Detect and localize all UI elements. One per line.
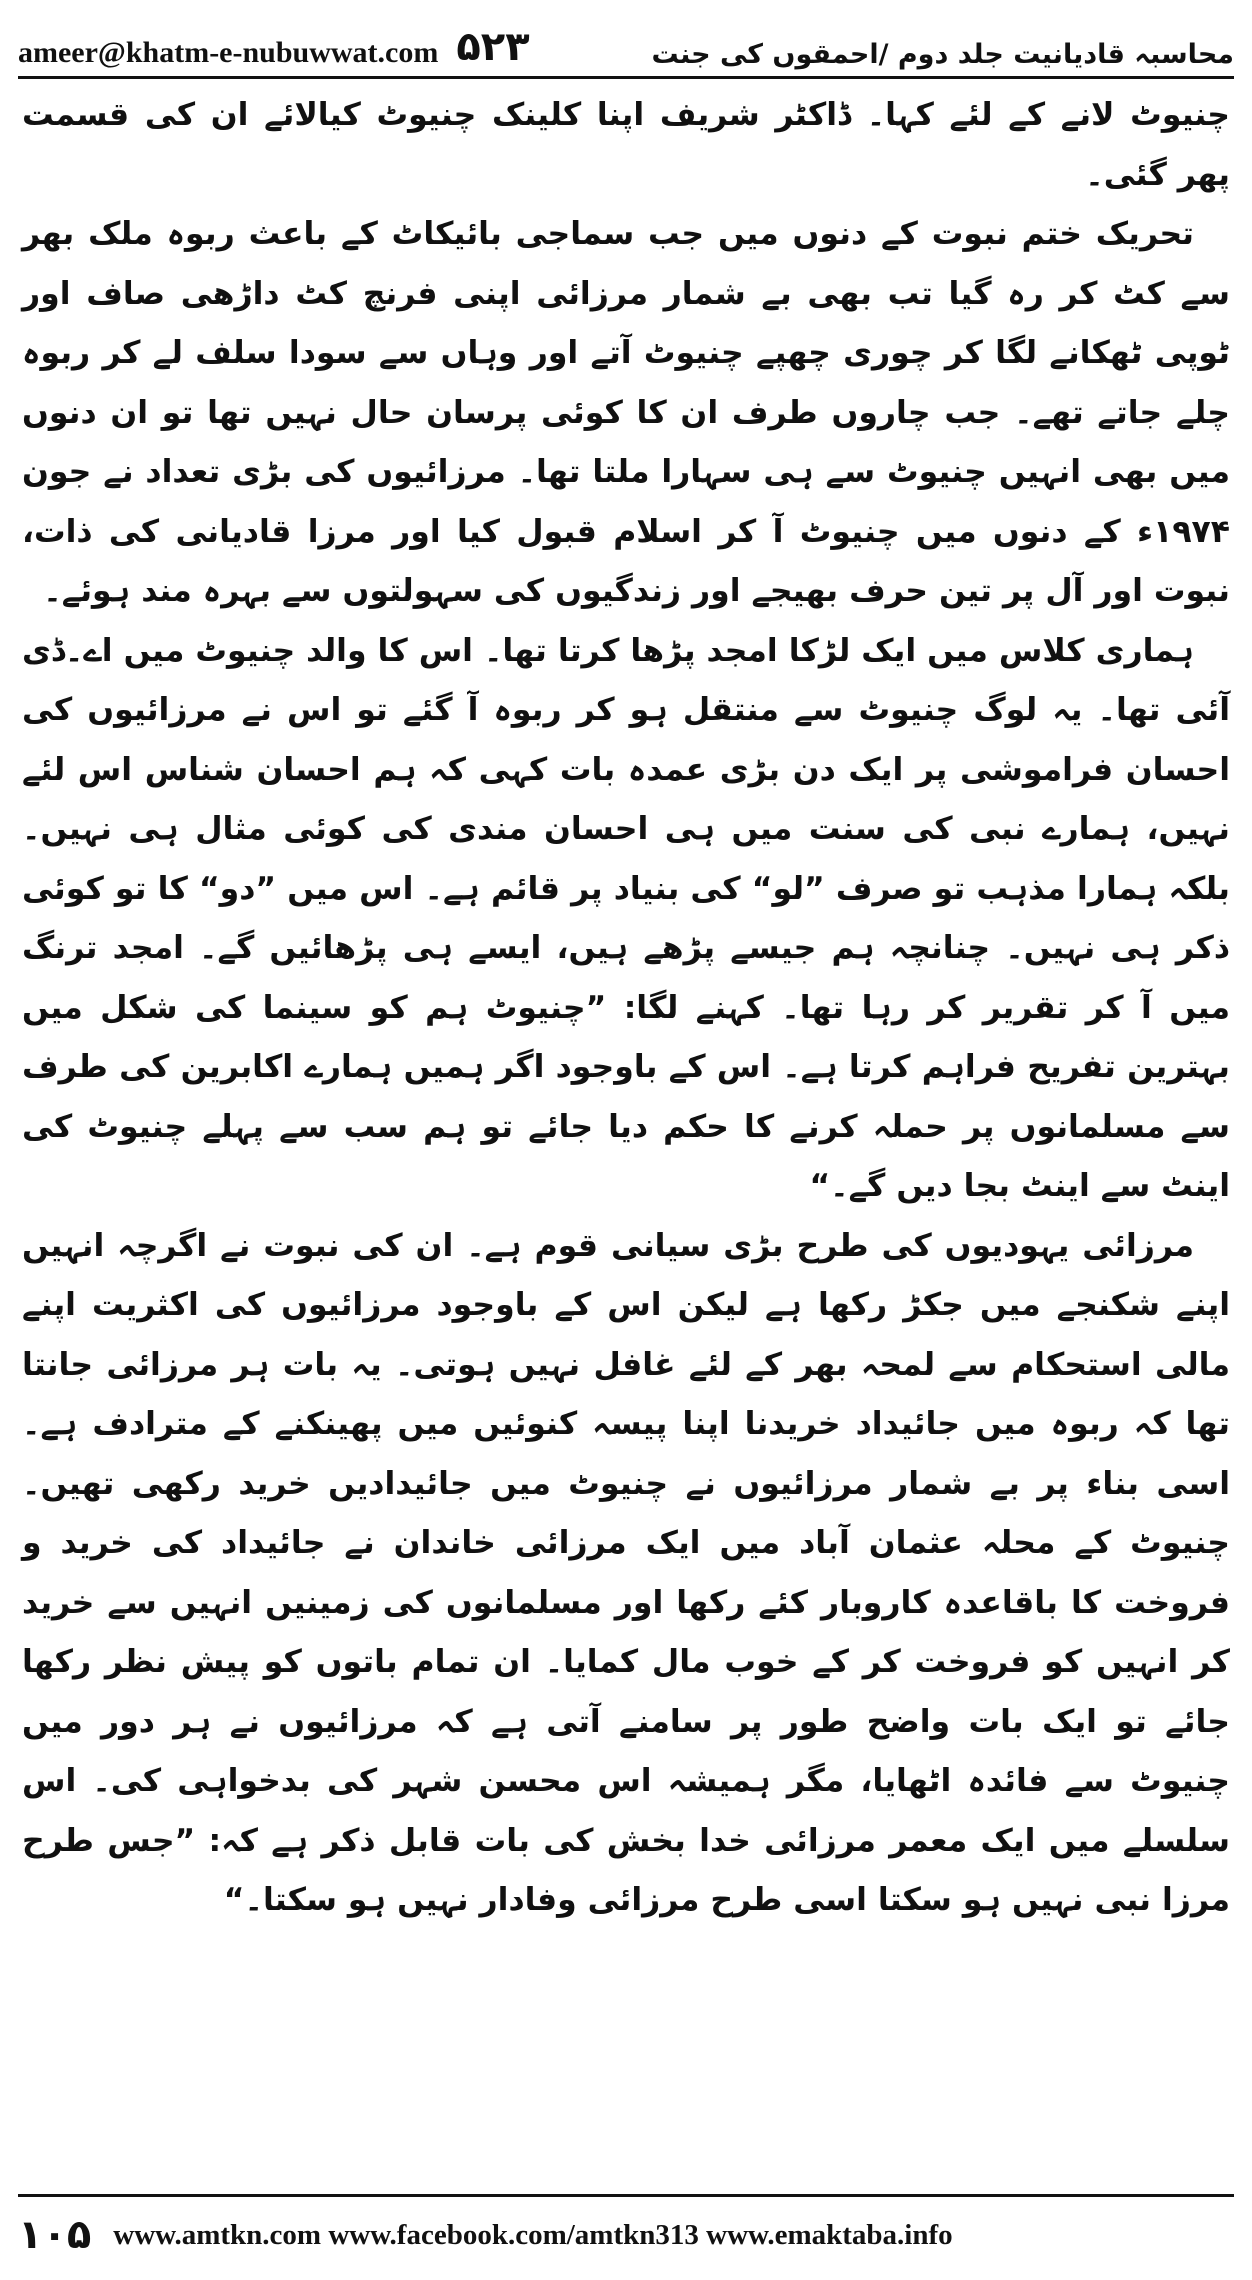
header-left-group — [18, 24, 530, 70]
paragraph-2: تحریک ختم نبوت کے دنوں میں جب سماجی بائیکاٹ کے باعث ربوہ ملک بھر سے کٹ کر رہ گیا تب بھی بے شمار مرزائی اپنی فرنچ کٹ داڑھی صاف اور ٹوپی ٹھکانے لگا کر چوری چھپے چنیوٹ آتے اور وہاں سے سودا سلف لے کر ربوہ چلے جاتے تھے۔ جب چاروں طرف ان کا کوئی پرسان حال نہیں تھا تو ان دنوں میں بھی انہیں چنیوٹ سے ہی سہارا ملتا تھا۔ مرزائیوں کی بڑی تعداد نے جون ۱۹۷۴ء کے دنوں میں چنیوٹ آ کر اسلام قبول کیا اور مرزا قادیانی کی ذات، نبوت اور آل پر تین حرف بھیجے اور زندگیوں کی سہولتوں سے بہرہ مند ہوئے۔ — [22, 216, 1230, 609]
header-email: ameer@khatm-e-nubuwwat.com — [18, 36, 439, 69]
page-body — [22, 86, 1230, 2146]
paragraph-1: چنیوٹ لانے کے لئے کہا۔ ڈاکٹر شریف اپنا کلینک چنیوٹ کیالائے ان کی قسمت پھر گئی۔ — [22, 97, 1230, 193]
page-header — [18, 6, 1234, 70]
header-divider — [18, 76, 1234, 79]
footer-page-number: ۱۰۵ — [18, 2212, 92, 2258]
footer-website-links: www.amtkn.com www.facebook.com/amtkn313 www.emaktaba.info — [113, 2218, 953, 2251]
paragraph-4: مرزائی یہودیوں کی طرح بڑی سیانی قوم ہے۔ ان کی نبوت نے اگرچہ انہیں اپنے شکنجے میں جکڑ رکھا ہے لیکن اس کے باوجود مرزائیوں کی اکثریت اپنے مالی استحکام سے لمحہ بھر کے لئے غافل نہیں ہوتی۔ یہ بات ہر مرزائی جانتا تھا کہ ربوہ میں جائیداد خریدنا اپنا پیسہ کنوئیں میں پھینکنے کے مترادف ہے۔ اسی بناء پر بے شمار مرزائیوں نے چنیوٹ میں جائیدادیں خرید رکھی تھیں۔ چنیوٹ کے محلہ عثمان آباد میں ایک مرزائی خاندان نے جائیداد کی خرید و فروخت کا باقاعدہ کاروبار کئے رکھا اور مسلمانوں کی زمینیں انہیں سے خرید کر انہیں کو فروخت کر کے خوب مال کمایا۔ ان تمام باتوں کو پیش نظر رکھا جائے تو ایک بات واضح طور پر سامنے آتی ہے کہ مرزائیوں نے ہر دور میں چنیوٹ سے فائدہ اٹھایا، مگر ہمیشہ اس محسن شہر کی بدخواہی کی۔ اس سلسلے میں ایک معمر مرزائی خدا بخش کی بات قابل ذکر ہے کہ: ”جس طرح مرزا نبی نہیں ہو سکتا اسی طرح مرزائی وفادار نہیں ہو سکتا۔“ — [22, 1227, 1230, 1918]
paragraph-3: ہماری کلاس میں ایک لڑکا امجد پڑھا کرتا تھا۔ اس کا والد چنیوٹ میں اے۔ڈی آئی تھا۔ یہ لوگ چنیوٹ سے منتقل ہو کر ربوہ آ گئے تو اس نے مرزائیوں کی احسان فراموشی پر ایک دن بڑی عمدہ بات کہی کہ ہم احسان شناس اس لئے نہیں، ہمارے نبی کی سنت میں ہی احسان مندی کی کوئی مثال ہی نہیں۔ بلکہ ہمارا مذہب تو صرف ”لو“ کی بنیاد پر قائم ہے۔ اس میں ”دو“ کا تو کوئی ذکر ہی نہیں۔ چنانچہ ہم جیسے پڑھے ہیں، ایسے ہی پڑھائیں گے۔ امجد ترنگ میں آ کر تقریر کر رہا تھا۔ کہنے لگا: ”چنیوٹ ہم کو سینما کی شکل میں بہترین تفریح فراہم کرتا ہے۔ اس کے باوجود اگر ہمیں ہمارے اکابرین کی طرف سے مسلمانوں پر حملہ کرنے کا حکم دیا جائے تو ہم سب سے پہلے چنیوٹ کی اینٹ سے اینٹ بجا دیں گے۔“ — [22, 632, 1230, 1204]
footer-divider — [18, 2194, 1234, 2197]
page-footer — [18, 2200, 1234, 2270]
header-page-number: ۵۲۳ — [456, 24, 530, 70]
header-book-title: محاسبہ قادیانیت جلد دوم /احمقوں کی جنت — [651, 39, 1234, 70]
